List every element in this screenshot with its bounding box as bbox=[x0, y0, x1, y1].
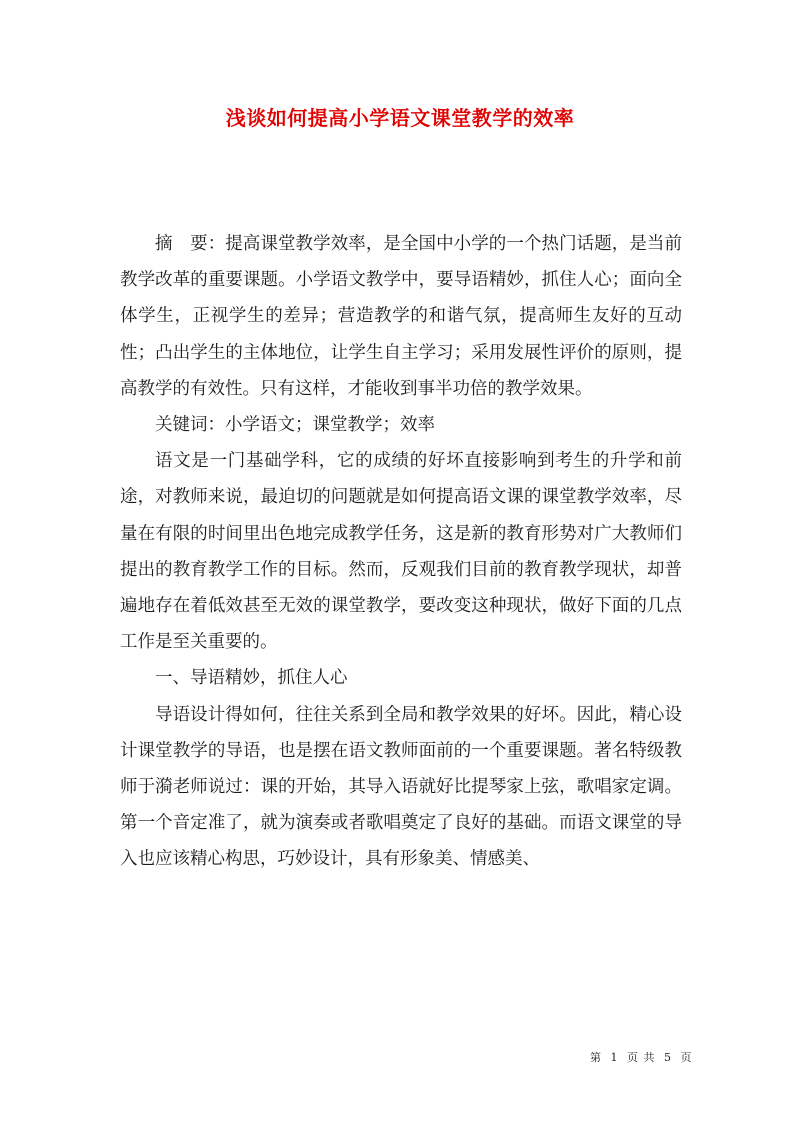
abstract-paragraph: 摘 要：提高课堂教学效率，是全国中小学的一个热门话题，是当前教学改革的重要课题。小学语文教学中，要导语精妙，抓住人心；面向全体学生，正视学生的差异；营造教学的和谐气氛，提高师生友好的互动性；凸出学生的主体地位，让学生自主学习；采用发展性评价的原则，提高教学的有效性。只有这样，才能收到事半功倍的教学效果。 bbox=[120, 234, 682, 399]
current-page-number: 1 bbox=[610, 1051, 619, 1064]
footer-prefix: 第 bbox=[590, 1051, 602, 1064]
section-paragraph: 导语设计得如何，往往关系到全局和教学效果的好坏。因此，精心设计课堂教学的导语，也是摆在语文教师面前的一个重要课题。著名特级教师于漪老师说过：课的开始，其导入语就好比提琴家上弦，歌唱家定调。第一个音定准了，就为演奏或者歌唱奠定了良好的基础。而语文课堂的导入也应该精心构思，巧妙设计，具有形象美、情感美、 bbox=[120, 704, 682, 870]
page-footer bbox=[590, 1049, 693, 1065]
document-body bbox=[120, 226, 682, 878]
total-pages-number: 5 bbox=[664, 1051, 672, 1064]
intro-paragraph: 语文是一门基础学科，它的成绩的好坏直接影响到考生的升学和前途，对教师来说，最迫切的问题就是如何提高语文课的课堂教学效率，尽量在有限的时间里出色地完成教学任务，这是新的教育形势对广大教师们提出的教育教学工作的目标。然而，反观我们目前的教育教学现状，却普遍地存在着低效甚至无效的课堂教学，要改变这种现状，做好下面的几点工作是至关重要的。 bbox=[120, 451, 682, 653]
keywords-paragraph: 关键词：小学语文；课堂教学；效率 bbox=[155, 415, 435, 436]
document-title: 浅谈如何提高小学语文课堂教学的效率 bbox=[225, 106, 575, 130]
footer-middle: 页 共 bbox=[627, 1051, 656, 1064]
section-heading: 一、导语精妙，抓住人心 bbox=[155, 668, 348, 689]
footer-suffix: 页 bbox=[680, 1051, 693, 1064]
